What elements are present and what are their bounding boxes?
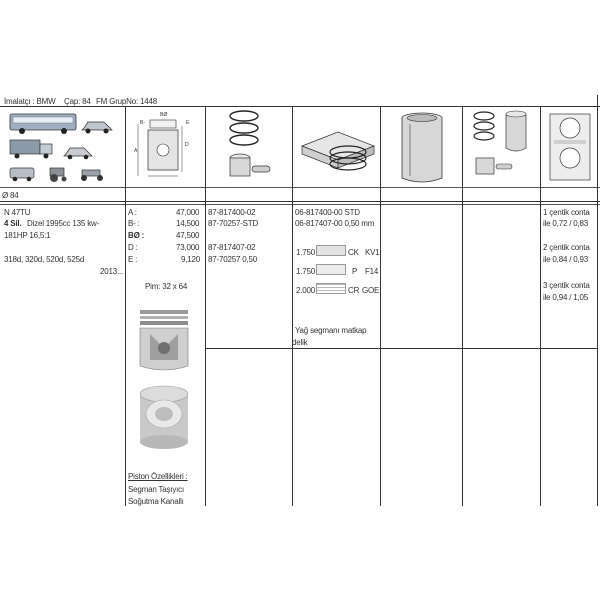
- ring-profile-3: [316, 283, 346, 294]
- part-number-2: 87-70257-STD: [208, 219, 259, 228]
- col-divider-5: [462, 106, 463, 506]
- ring-thickness-1: 1.750: [296, 248, 316, 257]
- ring-code-1: CK: [348, 248, 359, 257]
- diameter-row-bottom-border: [0, 201, 600, 202]
- col-divider-6: [540, 106, 541, 506]
- piston-feature-2: Soğutma Kanallı: [128, 497, 184, 506]
- svg-text:D: D: [185, 142, 189, 148]
- gasket-3-label: 3 çentik conta: [543, 281, 590, 290]
- dim-key-e: E :: [128, 255, 138, 264]
- piston-rings-icon: [214, 108, 290, 186]
- dim-key-b: B- :: [128, 219, 140, 228]
- part-number-4: 87-70257 0,50: [208, 255, 258, 264]
- gasket-1-label: 1 çentik conta: [543, 208, 590, 217]
- ring-set-1: 06-817400-00 STD: [295, 208, 360, 217]
- diameter-label: Ø 84: [2, 191, 19, 200]
- vehicles-icon: [8, 110, 122, 184]
- engine-cylinders: 4 Sil.: [4, 219, 22, 228]
- ring-profile-1: [316, 245, 346, 256]
- manufacturer-label: İmalatçı : BMW: [4, 97, 56, 106]
- liner-kit-icon: [470, 108, 538, 186]
- svg-text:A: A: [134, 148, 138, 154]
- table-top-border: [0, 106, 600, 107]
- pin-size: Pim: 32 x 64: [145, 282, 188, 291]
- ring-type-3: GOE: [362, 286, 380, 295]
- piston-features-title: Piston Özellikleri :: [128, 472, 188, 481]
- dim-value-a: 47,000: [176, 208, 200, 217]
- ring-profile-2: [316, 264, 346, 275]
- gasket-3-range: ile 0,94 / 1,05: [543, 293, 589, 302]
- piston-side-photo: [136, 308, 192, 374]
- dim-value-d: 73,000: [176, 243, 200, 252]
- dim-value-b: 14,500: [176, 219, 200, 228]
- ring-note-line-2: delik: [292, 338, 308, 347]
- ring-code-2: P: [352, 267, 358, 276]
- group-label: FM GrupNo: 1448: [96, 97, 158, 106]
- col-divider-1: [125, 106, 126, 506]
- dim-value-e: 9,120: [181, 255, 201, 264]
- ring-pack-icon: [298, 112, 378, 184]
- dim-key-a: A :: [128, 208, 137, 217]
- ring-code-3: CR: [348, 286, 360, 295]
- svg-text:E: E: [186, 120, 190, 126]
- ring-type-2: F14: [365, 267, 379, 276]
- engine-code: N 47TU: [4, 208, 31, 217]
- ring-set-2: 06-817407-00 0,50 mm: [295, 219, 375, 228]
- engine-desc-1: Dizel 1995cc 135 kw-: [27, 219, 100, 228]
- ring-type-1: KV1: [365, 248, 380, 257]
- table-right-border: [597, 95, 598, 506]
- diameter-row-double-border: [0, 204, 600, 205]
- head-gasket-icon: [546, 110, 594, 186]
- bore-label: Çap: 84: [64, 97, 91, 106]
- gasket-1-range: ile 0,72 / 0,83: [543, 219, 589, 228]
- gasket-2-label: 2 çentik conta: [543, 243, 590, 252]
- dim-key-bdia: BØ :: [128, 231, 145, 240]
- ring-thickness-2: 1.750: [296, 267, 316, 276]
- ring-thickness-3: 2.000: [296, 286, 316, 295]
- icons-row-bottom-border: [0, 187, 600, 188]
- col-divider-3: [292, 106, 293, 506]
- svg-text:B-: B-: [140, 120, 145, 126]
- ring-note-line-1: Yağ segmanı matkap: [295, 326, 367, 335]
- engine-models: 318d, 320d, 520d, 525d: [4, 255, 85, 264]
- gasket-2-range: ile 0,84 / 0,93: [543, 255, 589, 264]
- engine-desc-2: 181HP 16,5:1: [4, 231, 51, 240]
- col-divider-2: [205, 106, 206, 506]
- svg-text:BØ: BØ: [160, 112, 168, 118]
- cylinder-liner-icon: [392, 110, 452, 186]
- piston-feature-1: Segman Taşıyıcı: [128, 485, 184, 494]
- piston-top-photo: [136, 384, 192, 452]
- piston-dimension-diagram: [128, 110, 204, 184]
- engine-year: 2013...: [100, 267, 124, 276]
- part-number-3: 87-817407-02: [208, 243, 256, 252]
- dim-value-bdia: 47,500: [176, 231, 200, 240]
- part-number-1: 87-817400-02: [208, 208, 256, 217]
- col-divider-4: [380, 106, 381, 506]
- dim-key-d: D :: [128, 243, 138, 252]
